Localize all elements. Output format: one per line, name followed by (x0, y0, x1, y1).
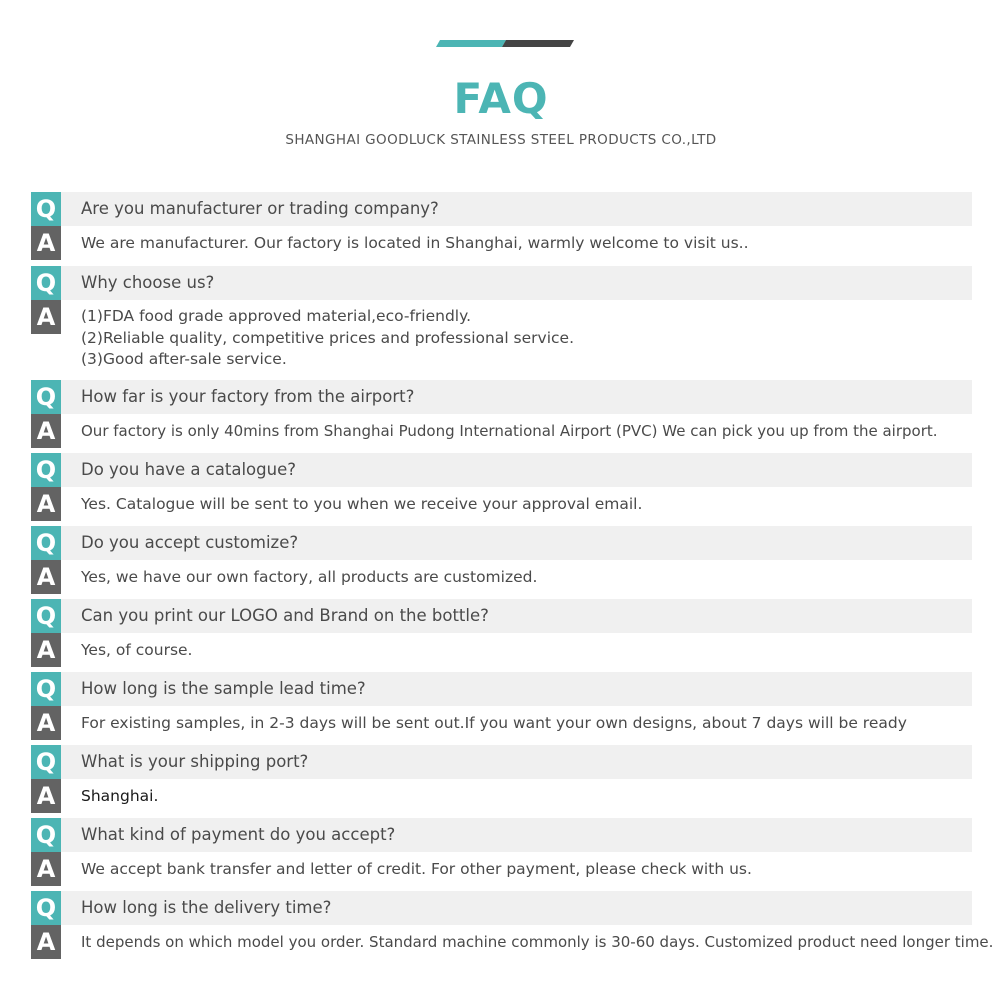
q-badge: Q (31, 453, 61, 487)
a-badge: A (31, 633, 61, 667)
answer-line: (2)Reliable quality, competitive prices and professional service. (81, 328, 575, 347)
a-badge: A (31, 852, 61, 886)
faq-question: How long is the sample lead time? (81, 678, 366, 698)
page-title: FAQ (453, 74, 549, 123)
q-badge: Q (31, 818, 61, 852)
faq-answer-row (31, 633, 1002, 667)
a-badge: A (31, 226, 61, 260)
q-badge: Q (31, 891, 61, 925)
faq-question-row (31, 266, 1002, 300)
faq-answer (31, 560, 1002, 594)
faq-answer-row (31, 414, 1002, 448)
answer-line: (1)FDA food grade approved material,eco-friendly. (81, 307, 472, 325)
faq-answer (31, 226, 1002, 260)
faq-question: Do you accept customize? (81, 532, 299, 552)
faq-answer (31, 487, 1002, 521)
q-badge: Q (31, 599, 61, 633)
faq-question-row (31, 526, 1002, 560)
faq-question-row (31, 453, 1002, 487)
faq-answer (31, 300, 1002, 377)
faq-answer-row (31, 852, 1002, 886)
answer-line: We are manufacturer. Our factory is located in Shanghai, warmly welcome to visit us.. (81, 234, 749, 252)
a-badge: A (31, 300, 61, 334)
faq-answer (31, 925, 1002, 959)
faq-answer (31, 633, 1002, 667)
company-name: SHANGHAI GOODLUCK STAINLESS STEEL PRODUCTS CO.,LTD (285, 132, 717, 148)
answer-line: For existing samples, in 2-3 days will be sent out.If you want your own designs, about 7 days will be ready (81, 713, 907, 732)
faq-question: How far is your factory from the airport? (81, 386, 415, 406)
faq-answer (31, 779, 1002, 813)
faq-question: What is your shipping port? (81, 751, 309, 771)
faq-question-row (31, 192, 1002, 226)
answer-line: It depends on which model you order. Standard machine commonly is 30-60 days. Customized product need longer time. (81, 932, 994, 951)
faq-question-row (31, 818, 1002, 852)
faq-answer-row (31, 300, 1002, 377)
faq-question-row (31, 380, 1002, 414)
answer-line: We accept bank transfer and letter of credit. For other payment, please check with us. (81, 859, 752, 878)
a-badge: A (31, 560, 61, 594)
faq-question: Why choose us? (81, 273, 215, 292)
faq-answer-row (31, 925, 1002, 959)
q-badge: Q (31, 745, 61, 779)
faq-question: Can you print our LOGO and Brand on the bottle? (81, 605, 489, 625)
q-badge: Q (31, 192, 61, 226)
answer-line: Shanghai. (81, 786, 159, 805)
answer-line: Yes, we have our own factory, all products are customized. (81, 567, 538, 586)
a-badge: A (31, 487, 61, 521)
faq-question: How long is the delivery time? (81, 897, 332, 917)
a-badge: A (31, 414, 61, 448)
q-badge: Q (31, 380, 61, 414)
faq-answer-row (31, 226, 1002, 260)
faq-question-row (31, 599, 1002, 633)
q-badge: Q (31, 266, 61, 300)
faq-answer (31, 706, 1002, 740)
faq-question: What kind of payment do you accept? (81, 824, 396, 844)
answer-line: (3)Good after-sale service. (81, 350, 287, 368)
faq-question-row (31, 745, 1002, 779)
answer-line: Yes. Catalogue will be sent to you when we receive your approval email. (81, 494, 643, 513)
faq-question: Are you manufacturer or trading company? (81, 199, 439, 218)
faq-answer (31, 414, 1002, 448)
faq-answer-row (31, 560, 1002, 594)
header-decoration-bar (436, 40, 574, 47)
faq-answer-row (31, 487, 1002, 521)
faq-answer (31, 852, 1002, 886)
a-badge: A (31, 925, 61, 959)
faq-question-row (31, 672, 1002, 706)
q-badge: Q (31, 526, 61, 560)
a-badge: A (31, 706, 61, 740)
faq-question: Do you have a catalogue? (81, 459, 296, 479)
faq-answer-row (31, 779, 1002, 813)
faq-answer-row (31, 706, 1002, 740)
answer-line: Our factory is only 40mins from Shanghai Pudong International Airport (PVC) We can pick you up from the airport. (81, 421, 938, 440)
faq-list (31, 192, 1002, 959)
faq-question-row (31, 891, 1002, 925)
q-badge: Q (31, 672, 61, 706)
a-badge: A (31, 779, 61, 813)
answer-line: Yes, of course. (81, 640, 193, 659)
